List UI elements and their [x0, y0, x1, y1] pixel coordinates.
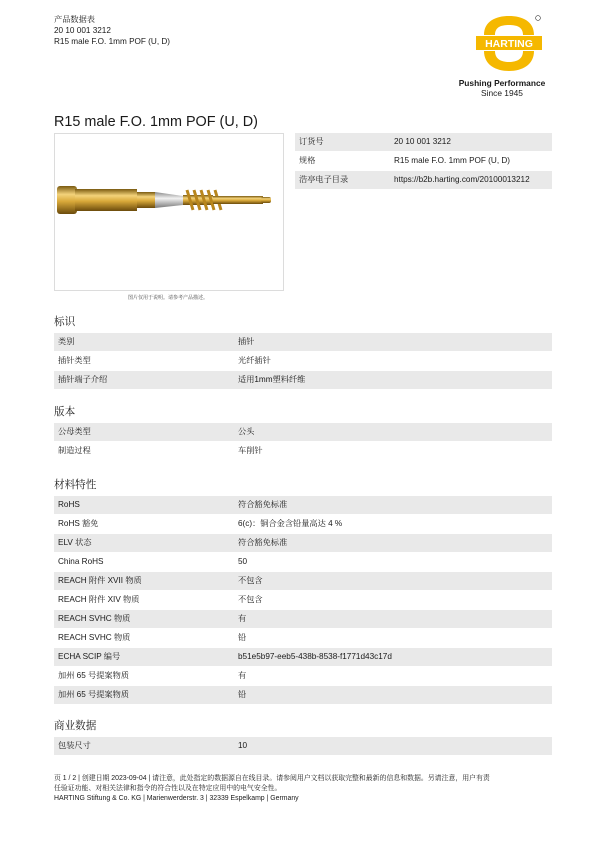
- table-row: [54, 572, 552, 590]
- summary-label: 规格: [299, 156, 316, 165]
- table-row: [54, 371, 552, 389]
- section-title: 版本: [54, 406, 76, 418]
- row-value: 光纤插针: [238, 356, 271, 365]
- row-value: b51e5b97-eeb5-438b-8538-f1771d43c17d: [238, 652, 392, 661]
- section-commercial-data: [54, 719, 552, 756]
- logo-text: HARTING: [485, 38, 533, 50]
- summary-row-specification: [295, 152, 552, 170]
- row-label: REACH SVHC 物质: [58, 633, 131, 642]
- row-value: 适用1mm塑料纤维: [238, 375, 306, 384]
- row-value: 6(c)：铜合金含铅量高达 4 %: [238, 519, 343, 528]
- table-row: [54, 352, 552, 370]
- row-label: ELV 状态: [58, 538, 92, 547]
- table-row: [54, 442, 552, 460]
- row-label: China RoHS: [58, 557, 104, 566]
- pin-contact-illustration: [55, 134, 283, 290]
- page-title: R15 male F.O. 1mm POF (U, D): [54, 114, 258, 130]
- row-value: 铅: [238, 633, 247, 642]
- table-row: [54, 737, 552, 755]
- product-image: [54, 133, 284, 291]
- section-title: 标识: [54, 316, 76, 328]
- page-footer: [54, 774, 554, 803]
- table-row: [54, 496, 552, 514]
- brand-slogan-block: [452, 78, 552, 98]
- row-value: 不包含: [238, 576, 263, 585]
- row-label: 加州 65 号提案物质: [58, 671, 129, 680]
- row-label: 类别: [58, 337, 75, 346]
- header-product-name: R15 male F.O. 1mm POF (U, D): [54, 37, 171, 46]
- harting-logo-graphic: [476, 13, 542, 75]
- row-label: 制造过程: [58, 446, 91, 455]
- header-part-number: 20 10 001 3212: [54, 26, 111, 35]
- harting-logo: [476, 13, 542, 75]
- row-label: 加州 65 号提案物质: [58, 690, 129, 699]
- row-label: 插针端子介绍: [58, 375, 108, 384]
- row-label: RoHS: [58, 500, 80, 509]
- section-identification: [54, 315, 552, 390]
- summary-value: R15 male F.O. 1mm POF (U, D): [394, 156, 511, 165]
- image-caption: 图片仅用于说明。请参考产品描述。: [127, 295, 208, 301]
- table-row: [54, 333, 552, 351]
- row-value: 有: [238, 671, 247, 680]
- summary-row-catalog-link: [295, 171, 552, 189]
- row-label: REACH SVHC 物质: [58, 614, 131, 623]
- row-value: 公头: [238, 427, 255, 436]
- row-value: 符合豁免标准: [238, 500, 288, 509]
- table-row: [54, 629, 552, 647]
- brand-since: Since 1945: [481, 88, 523, 98]
- section-material-properties: [54, 478, 552, 705]
- summary-row-order-number: [295, 133, 552, 151]
- row-label: ECHA SCIP 编号: [58, 652, 121, 661]
- table-row: [54, 610, 552, 628]
- doc-type: 产品数据表: [54, 15, 95, 24]
- table-row: [54, 667, 552, 685]
- row-label: RoHS 豁免: [58, 519, 99, 528]
- table-row: [54, 515, 552, 533]
- footer-address: HARTING Stiftung & Co. KG | Marienwerderstr. 3 | 32339 Espelkamp | Germany: [54, 794, 299, 802]
- row-label: REACH 附件 XIV 物质: [58, 595, 140, 604]
- table-row: [54, 686, 552, 704]
- catalog-link[interactable]: https://b2b.harting.com/20100013212: [394, 175, 530, 184]
- section-version: [54, 405, 552, 461]
- brand-slogan: Pushing Performance: [458, 78, 546, 88]
- document-header: [54, 14, 170, 47]
- row-label: 公母类型: [58, 427, 91, 436]
- row-value: 10: [238, 741, 248, 750]
- table-row: [54, 553, 552, 571]
- row-value: 50: [238, 557, 248, 566]
- row-label: 插针类型: [58, 356, 91, 365]
- row-value: 有: [238, 614, 247, 623]
- row-label: REACH 附件 XVII 物质: [58, 576, 142, 585]
- section-title: 商业数据: [54, 720, 97, 732]
- footer-line-2: 任验证功能、对相关法律和指令的符合性以及在特定应用中的电气安全性。: [54, 784, 282, 792]
- summary-label: 订货号: [299, 137, 324, 146]
- summary-table: [295, 133, 552, 190]
- summary-label: 浩亭电子目录: [299, 175, 349, 184]
- row-value: 铅: [238, 690, 247, 699]
- row-value: 不包含: [238, 595, 263, 604]
- table-row: [54, 648, 552, 666]
- table-row: [54, 534, 552, 552]
- row-value: 车削针: [238, 446, 263, 455]
- footer-line-1: 页 1 / 2 | 创建日期 2023-09-04 | 请注意，此处指定的数据源自在线目录。请参阅用户文档以获取完整和最新的信息和数据。另请注意，用户有责: [54, 775, 490, 782]
- row-value: 符合豁免标准: [238, 538, 288, 547]
- row-value: 插针: [238, 337, 255, 346]
- row-label: 包装尺寸: [58, 741, 91, 750]
- table-row: [54, 591, 552, 609]
- summary-value: 20 10 001 3212: [394, 137, 451, 146]
- section-title: 材料特性: [54, 479, 97, 491]
- table-row: [54, 423, 552, 441]
